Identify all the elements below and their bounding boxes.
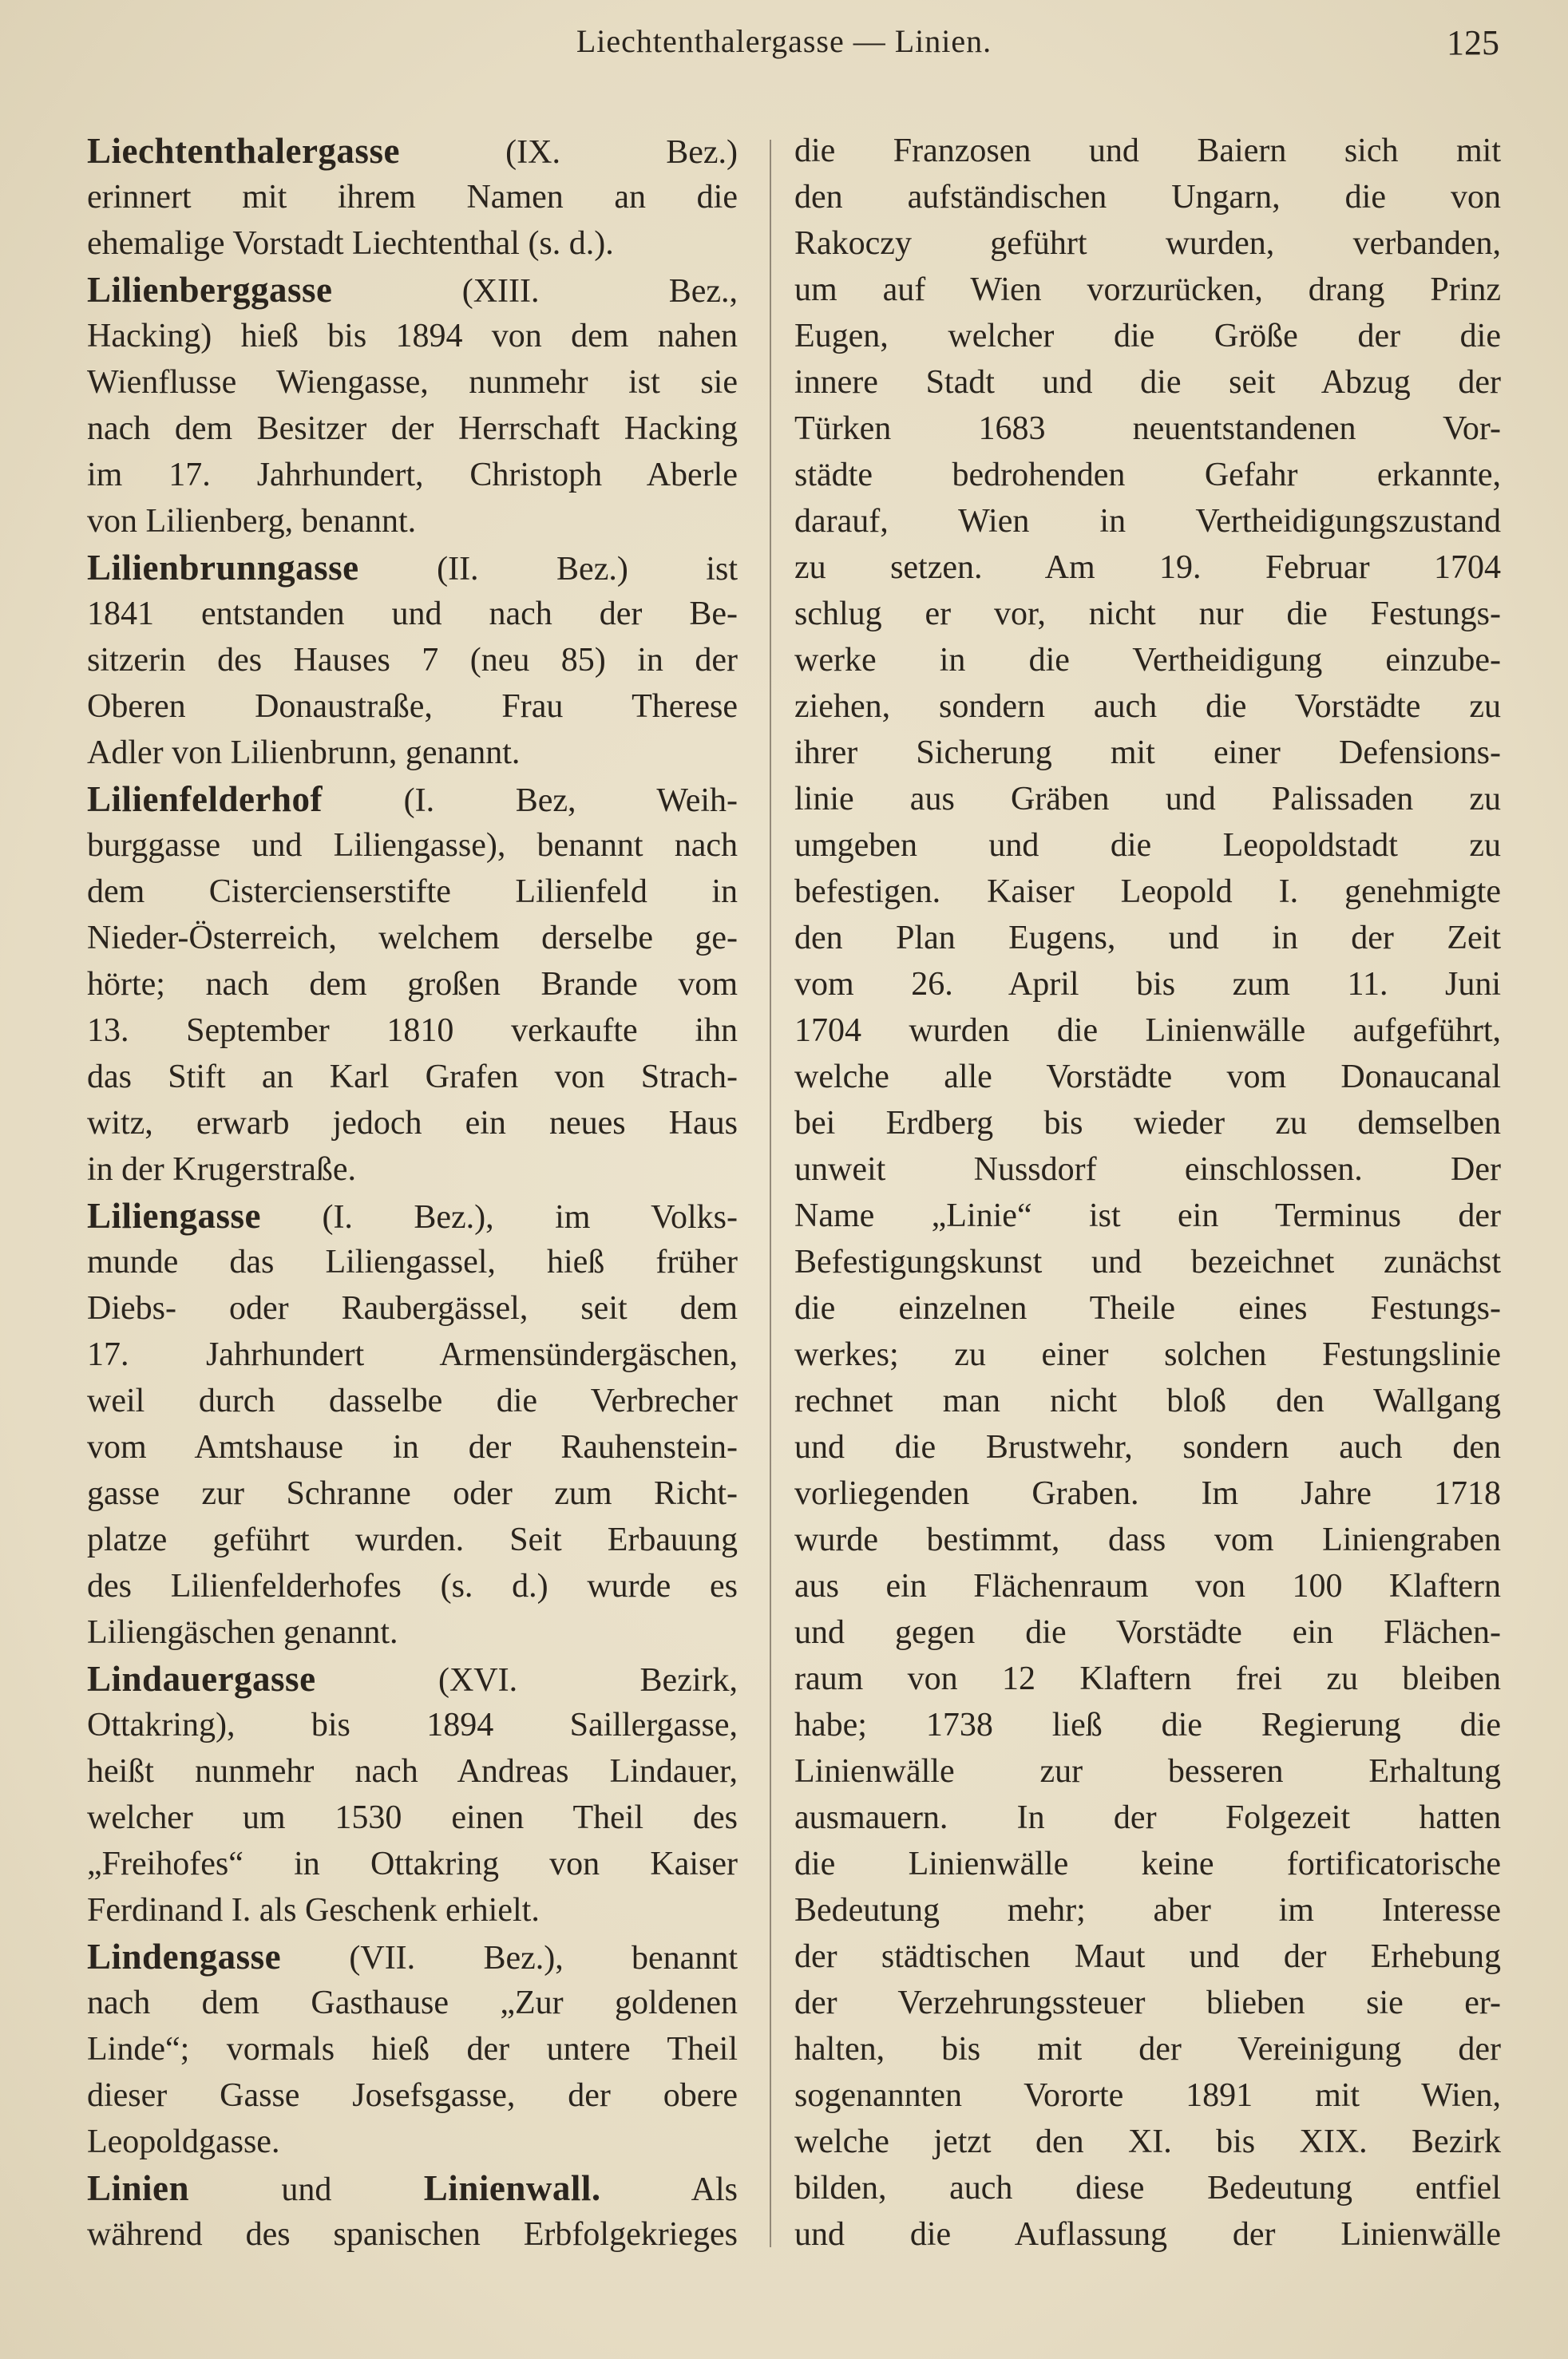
text-segment: Als — [600, 2171, 738, 2208]
text-segment: Rakoczy geführt wurden, verbanden, — [794, 225, 1501, 262]
text-line — [794, 498, 1501, 544]
text-segment: Eugen, welcher die Größe der die — [794, 318, 1501, 354]
text-line — [87, 961, 738, 1007]
text-line — [794, 2072, 1501, 2119]
left-column — [87, 128, 738, 2258]
text-line — [794, 2119, 1501, 2165]
text-segment: umgeben und die Leopoldstadt zu — [794, 827, 1501, 864]
text-segment: (I. Bez.), im Volks- — [261, 1199, 738, 1236]
text-line — [87, 1656, 738, 1702]
text-segment: Bedeutung mehr; aber im Interesse — [794, 1892, 1501, 1929]
entry-headword: Lilienfelderhof — [87, 779, 323, 819]
text-line — [794, 1563, 1501, 1609]
text-line — [87, 683, 738, 730]
text-line — [794, 1656, 1501, 1702]
text-segment: und — [189, 2171, 424, 2208]
text-line — [794, 452, 1501, 498]
text-segment: um auf Wien vorzurücken, drang Prinz — [794, 271, 1501, 308]
text-segment: Liliengäschen genannt. — [87, 1614, 398, 1651]
text-line — [87, 128, 738, 174]
text-line — [794, 1841, 1501, 1887]
text-segment: rechnet man nicht bloß den Wallgang — [794, 1383, 1501, 1419]
text-line — [794, 869, 1501, 915]
text-segment: weil durch dasselbe die Verbrecher — [87, 1383, 738, 1419]
text-line — [87, 869, 738, 915]
text-segment: das Stift an Karl Grafen von Strach- — [87, 1059, 738, 1095]
text-line — [794, 1332, 1501, 1378]
text-segment: darauf, Wien in Vertheidigungszustand — [794, 503, 1501, 540]
text-line — [87, 1609, 738, 1656]
text-segment: hörte; nach dem großen Brande vom — [87, 966, 738, 1003]
text-segment: vom 26. April bis zum 11. Juni — [794, 966, 1501, 1003]
text-segment: Türken 1683 neuentstandenen Vor- — [794, 410, 1501, 447]
entry-headword: Linienwall. — [423, 2168, 601, 2208]
text-segment: ihrer Sicherung mit einer Defensions- — [794, 734, 1501, 771]
text-segment: sitzerin des Hauses 7 (neu 85) in der — [87, 642, 738, 679]
text-segment: munde das Liliengassel, hieß früher — [87, 1244, 738, 1280]
entry-headword: Liliengasse — [87, 1196, 262, 1236]
text-line — [794, 544, 1501, 591]
text-segment: zu setzen. Am 19. Februar 1704 — [794, 549, 1501, 586]
text-segment: Linde“; vormals hieß der untere Theil — [87, 2031, 738, 2068]
entry-headword: Liechtenthalergasse — [87, 131, 400, 171]
text-segment: burggasse und Liliengasse), benannt nach — [87, 827, 738, 864]
text-segment: Oberen Donaustraße, Frau Therese — [87, 688, 738, 725]
text-line — [794, 1378, 1501, 1424]
text-line — [794, 1748, 1501, 1795]
text-line — [87, 1239, 738, 1285]
text-segment: (II. Bez.) ist — [358, 551, 738, 588]
text-segment: halten, bis mit der Vereinigung der — [794, 2031, 1501, 2068]
text-line — [794, 1517, 1501, 1563]
text-line — [794, 2211, 1501, 2258]
text-line — [87, 2119, 738, 2165]
text-line — [87, 1332, 738, 1378]
text-segment: während des spanischen Erbfolgekrieges — [87, 2216, 738, 2253]
running-title: Liechtenthalergasse — Linien. — [576, 23, 992, 59]
text-segment: heißt nunmehr nach Andreas Lindauer, — [87, 1753, 738, 1790]
text-segment: nach dem Gasthause „Zur goldenen — [87, 1985, 738, 2021]
text-segment: sogenannten Vororte 1891 mit Wien, — [794, 2077, 1501, 2114]
text-segment: (VII. Bez.), benannt — [281, 1940, 738, 1977]
text-segment: (XVI. Bezirk, — [315, 1662, 738, 1699]
text-segment: innere Stadt und die seit Abzug der — [794, 364, 1501, 401]
text-line — [87, 498, 738, 544]
entry-headword: Lindengasse — [87, 1937, 282, 1977]
text-line — [87, 267, 738, 313]
text-line — [794, 1424, 1501, 1470]
text-line — [794, 1193, 1501, 1239]
text-line — [87, 406, 738, 452]
text-segment: habe; 1738 ließ die Regierung die — [794, 1707, 1501, 1744]
text-line — [87, 1887, 738, 1934]
text-line — [87, 637, 738, 683]
text-line — [87, 313, 738, 359]
text-segment: wurde bestimmt, dass vom Liniengraben — [794, 1522, 1501, 1558]
text-line — [87, 1470, 738, 1517]
text-line — [87, 776, 738, 822]
text-line — [794, 1470, 1501, 1517]
text-segment: bei Erdberg bis wieder zu demselben — [794, 1105, 1501, 1142]
text-segment: 13. September 1810 verkaufte ihn — [87, 1012, 738, 1049]
text-segment: werke in die Vertheidigung einzube- — [794, 642, 1501, 679]
text-line — [87, 1007, 738, 1054]
right-column — [794, 128, 1501, 2258]
text-segment: in der Krugerstraße. — [87, 1151, 357, 1188]
text-segment: Ferdinand I. als Geschenk erhielt. — [87, 1892, 540, 1929]
text-segment: gasse zur Schranne oder zum Richt- — [87, 1475, 738, 1512]
text-line — [87, 1054, 738, 1100]
text-line — [87, 1424, 738, 1470]
text-segment: 1704 wurden die Linienwälle aufgeführt, — [794, 1012, 1501, 1049]
text-segment: Name „Linie“ ist ein Terminus der — [794, 1197, 1501, 1234]
text-line — [794, 591, 1501, 637]
text-line — [87, 1100, 738, 1146]
text-segment: „Freihofes“ in Ottakring von Kaiser — [87, 1846, 738, 1882]
text-line — [794, 313, 1501, 359]
text-segment: Befestigungskunst und bezeichnet zunächst — [794, 1244, 1501, 1280]
text-line — [794, 1285, 1501, 1332]
text-segment: ausmauern. In der Folgezeit hatten — [794, 1799, 1501, 1836]
text-segment: Leopoldgasse. — [87, 2123, 280, 2160]
text-segment: 17. Jahrhundert Armensündergäschen, — [87, 1336, 738, 1373]
text-line — [87, 174, 738, 220]
text-segment: und gegen die Vorstädte ein Flächen- — [794, 1614, 1501, 1651]
text-line — [794, 730, 1501, 776]
text-segment: und die Auflassung der Linienwälle — [794, 2216, 1501, 2253]
text-segment: im 17. Jahrhundert, Christoph Aberle — [87, 457, 738, 493]
text-segment: von Lilienberg, benannt. — [87, 503, 417, 540]
text-line — [794, 1054, 1501, 1100]
text-line — [87, 1748, 738, 1795]
text-line — [87, 1934, 738, 1980]
text-line — [794, 406, 1501, 452]
text-line — [87, 452, 738, 498]
text-segment: (XIII. Bez., — [332, 273, 738, 310]
text-line — [794, 683, 1501, 730]
text-line — [87, 1285, 738, 1332]
text-segment: bilden, auch diese Bedeutung entfiel — [794, 2170, 1501, 2207]
text-segment: Wienflusse Wiengasse, nunmehr ist sie — [87, 364, 738, 401]
text-line — [87, 544, 738, 591]
text-segment: linie aus Gräben und Palissaden zu — [794, 781, 1501, 817]
text-line — [794, 1609, 1501, 1656]
text-line — [87, 2072, 738, 2119]
text-line — [87, 1146, 738, 1193]
text-line — [87, 2165, 738, 2211]
text-segment: nach dem Besitzer der Herrschaft Hacking — [87, 410, 738, 447]
entry-headword: Lilienberggasse — [87, 270, 333, 310]
text-line — [794, 267, 1501, 313]
text-line — [794, 1100, 1501, 1146]
text-line — [87, 2026, 738, 2072]
text-segment: der Verzehrungssteuer blieben sie er- — [794, 1985, 1501, 2021]
text-line — [87, 822, 738, 869]
text-segment: Linienwälle zur besseren Erhaltung — [794, 1753, 1501, 1790]
text-segment: welche jetzt den XI. bis XIX. Bezirk — [794, 2123, 1501, 2160]
text-segment: und die Brustwehr, sondern auch den — [794, 1429, 1501, 1466]
entry-headword: Lindauergasse — [87, 1659, 316, 1699]
text-segment: Nieder-Österreich, welchem derselbe ge- — [87, 920, 738, 956]
text-segment: vorliegenden Graben. Im Jahre 1718 — [794, 1475, 1501, 1512]
text-line — [87, 1378, 738, 1424]
entry-headword: Lilienbrunngasse — [87, 548, 359, 588]
text-segment: witz, erwarb jedoch ein neues Haus — [87, 1105, 738, 1142]
text-segment: befestigen. Kaiser Leopold I. genehmigte — [794, 873, 1501, 910]
text-segment: vom Amtshause in der Rauhenstein- — [87, 1429, 738, 1466]
text-line — [87, 359, 738, 406]
text-line — [794, 359, 1501, 406]
text-segment: welche alle Vorstädte vom Donaucanal — [794, 1059, 1501, 1095]
text-segment: Adler von Lilienbrunn, genannt. — [87, 734, 521, 771]
text-segment: dem Cistercienserstifte Lilienfeld in — [87, 873, 738, 910]
text-segment: den Plan Eugens, und in der Zeit — [794, 920, 1501, 956]
text-line — [794, 174, 1501, 220]
text-line — [87, 591, 738, 637]
text-segment: die Linienwälle keine fortificatorische — [794, 1846, 1501, 1882]
text-line — [87, 730, 738, 776]
text-line — [87, 1702, 738, 1748]
column-divider — [770, 140, 771, 2247]
text-segment: den aufständischen Ungarn, die von — [794, 179, 1501, 216]
text-segment: der städtischen Maut und der Erhebung — [794, 1938, 1501, 1975]
text-line — [87, 1517, 738, 1563]
text-segment: welcher um 1530 einen Theil des — [87, 1799, 738, 1836]
text-segment: des Lilienfelderhofes (s. d.) wurde es — [87, 1568, 738, 1605]
text-line — [87, 1563, 738, 1609]
text-segment: 1841 entstanden und nach der Be- — [87, 596, 738, 632]
text-segment: werkes; zu einer solchen Festungslinie — [794, 1336, 1501, 1373]
text-line — [87, 220, 738, 267]
text-segment: (I. Bez, Weih- — [322, 782, 738, 819]
text-line — [794, 822, 1501, 869]
text-segment: Hacking) hieß bis 1894 von dem nahen — [87, 318, 738, 354]
text-line — [794, 1146, 1501, 1193]
entry-headword: Linien — [87, 2168, 190, 2208]
text-line — [794, 776, 1501, 822]
text-segment: Ottakring), bis 1894 Saillergasse, — [87, 1707, 738, 1744]
text-line — [87, 2211, 738, 2258]
text-line — [794, 128, 1501, 174]
text-segment: städte bedrohenden Gefahr erkannte, — [794, 457, 1501, 493]
text-segment: platze geführt wurden. Seit Erbauung — [87, 1522, 738, 1558]
text-line — [87, 915, 738, 961]
text-segment: die einzelnen Theile eines Festungs- — [794, 1290, 1501, 1327]
text-line — [87, 1193, 738, 1239]
page-number: 125 — [1447, 23, 1499, 62]
text-line — [794, 1239, 1501, 1285]
text-line — [794, 915, 1501, 961]
text-segment: die Franzosen und Baiern sich mit — [794, 133, 1501, 169]
text-segment: schlug er vor, nicht nur die Festungs- — [794, 596, 1501, 632]
text-segment: (IX. Bez.) — [399, 134, 738, 171]
text-line — [87, 1795, 738, 1841]
text-segment: ziehen, sondern auch die Vorstädte zu — [794, 688, 1501, 725]
text-segment: unweit Nussdorf einschlossen. Der — [794, 1151, 1501, 1188]
text-line — [794, 2165, 1501, 2211]
text-line — [794, 1980, 1501, 2026]
text-segment: aus ein Flächenraum von 100 Klaftern — [794, 1568, 1501, 1605]
text-line — [794, 1934, 1501, 1980]
text-line — [794, 961, 1501, 1007]
text-segment: dieser Gasse Josefsgasse, der obere — [87, 2077, 738, 2114]
text-line — [794, 637, 1501, 683]
text-segment: ehemalige Vorstadt Liechtenthal (s. d.). — [87, 225, 614, 262]
text-line — [87, 1841, 738, 1887]
text-line — [87, 1980, 738, 2026]
text-line — [794, 1887, 1501, 1934]
text-line — [794, 1007, 1501, 1054]
text-line — [794, 1702, 1501, 1748]
text-segment: erinnert mit ihrem Namen an die — [87, 179, 738, 216]
text-line — [794, 1795, 1501, 1841]
text-line — [794, 220, 1501, 267]
text-segment: Diebs- oder Raubergässel, seit dem — [87, 1290, 738, 1327]
text-segment: raum von 12 Klaftern frei zu bleiben — [794, 1660, 1501, 1697]
text-line — [794, 2026, 1501, 2072]
